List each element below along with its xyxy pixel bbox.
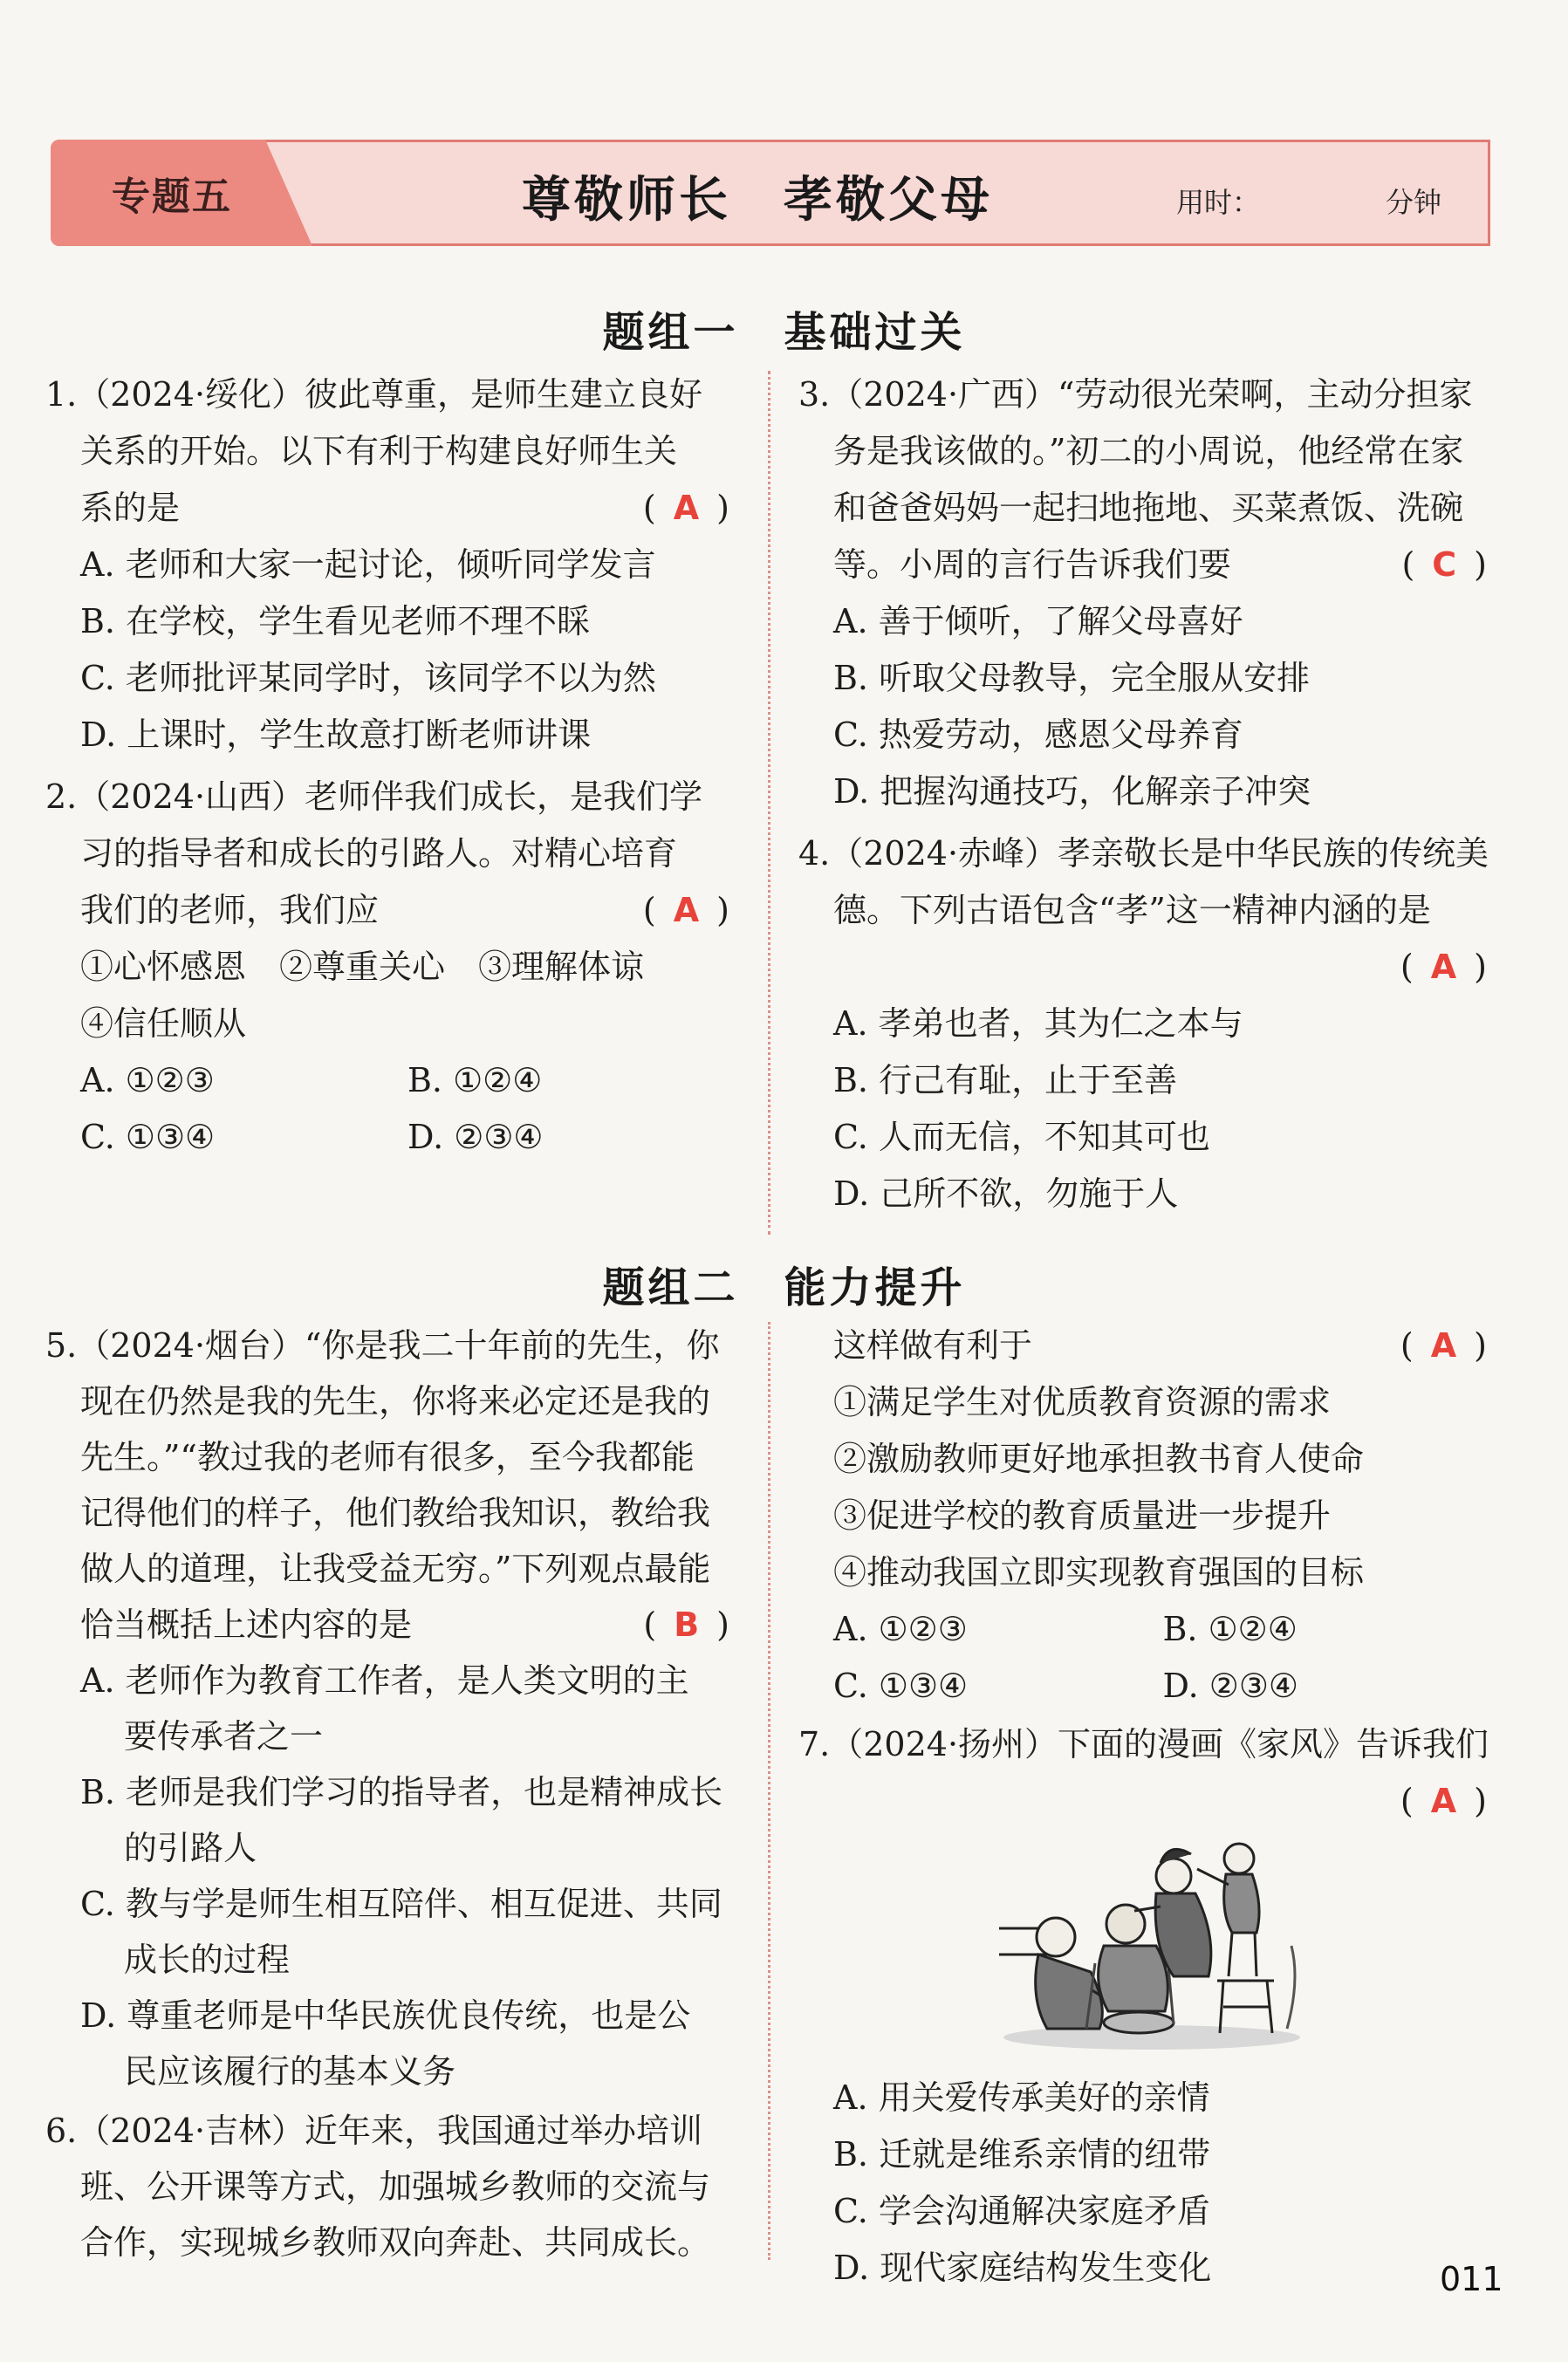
column-divider bbox=[768, 371, 770, 1235]
q2-line-3: 我们的老师，我们应 ( A ) bbox=[45, 882, 735, 939]
q2-line-1: 2.（2024·山西）老师伴我们成长，是我们学 bbox=[45, 777, 703, 816]
q4-line-1: 4.（2024·赤峰）孝亲敬长是中华民族的传统美 bbox=[798, 834, 1489, 873]
q3-answer: ( C ) bbox=[1401, 545, 1492, 584]
q6-options-row-2 bbox=[798, 1658, 1492, 1715]
q4-answer: ( A ) bbox=[1400, 948, 1492, 986]
q3-option-b: B. 听取父母教导，完全服从安排 bbox=[833, 659, 1311, 697]
question-1 bbox=[45, 366, 735, 763]
q5-line-6: 恰当概括上述内容的是 ( B ) bbox=[45, 1597, 735, 1653]
time-label: 用时： bbox=[1176, 186, 1261, 219]
q6-item-1: ①满足学生对优质教育资源的需求 bbox=[833, 1383, 1332, 1421]
q4-line-2: 德。下列古语包含“孝”这一精神内涵的是 bbox=[833, 891, 1431, 929]
q2-answer: ( A ) bbox=[642, 891, 735, 929]
topic-title: 尊敬师长 孝敬父母 bbox=[522, 172, 993, 229]
q2-item-line-2: ④信任顺从 bbox=[80, 1004, 247, 1043]
q1-line-3: 系的是 ( A ) bbox=[45, 480, 735, 537]
q5-line-4: 记得他们的样子，他们教给我知识，教给我 bbox=[80, 1494, 711, 1532]
section-title-advanced: 题组二 能力提升 bbox=[602, 1263, 966, 1312]
q6-item-3: ③促进学校的教育质量进一步提升 bbox=[833, 1496, 1332, 1535]
page-number: 011 bbox=[1440, 2260, 1503, 2298]
q2-options-row-1 bbox=[45, 1052, 735, 1109]
q2-options-row-2 bbox=[45, 1109, 735, 1166]
q7-answer: ( A ) bbox=[1400, 1782, 1492, 1820]
q5-line-2: 现在仍然是我的先生，你将来必定还是我的 bbox=[80, 1382, 711, 1421]
q5-line-1: 5.（2024·烟台）“你是我二十年前的先生，你 bbox=[45, 1326, 720, 1365]
q5-option-d-2: 民应该履行的基本义务 bbox=[124, 2052, 456, 2091]
q5-option-b-1: B. 老师是我们学习的指导者，也是精神成长 bbox=[80, 1773, 723, 1811]
section-title-basic: 题组一 基础过关 bbox=[602, 308, 966, 357]
left-column-section1 bbox=[45, 366, 735, 1166]
q6-item-2: ②激励教师更好地承担教书育人使命 bbox=[833, 1440, 1365, 1478]
q2-line-2: 习的指导者和成长的引路人。对精心培育 bbox=[80, 834, 678, 873]
question-6-part-1 bbox=[45, 2103, 735, 2270]
question-5 bbox=[45, 1318, 735, 2099]
q6-answer: ( A ) bbox=[1400, 1326, 1492, 1365]
q2-option-d: D. ②③④ bbox=[407, 1118, 544, 1156]
q2-option-b: B. ①②④ bbox=[407, 1061, 543, 1099]
q6-line-2: 班、公开课等方式，加强城乡教师的交流与 bbox=[80, 2167, 711, 2206]
q6-option-d: D. ②③④ bbox=[1162, 1667, 1298, 1705]
q5-line-3: 先生。”“教过我的老师有很多，至今我都能 bbox=[80, 1438, 695, 1476]
q6-line-3: 合作，实现城乡教师双向奔赴、共同成长。 bbox=[80, 2223, 711, 2262]
q7-option-c: C. 学会沟通解决家庭矛盾 bbox=[833, 2192, 1210, 2230]
q6-option-b: B. ①②④ bbox=[1162, 1610, 1298, 1648]
q2-item-line-1: ①心怀感恩 ②尊重关心 ③理解体谅 bbox=[80, 948, 645, 986]
q4-option-a: A. 孝弟也者，其为仁之本与 bbox=[833, 1004, 1243, 1043]
q3-line-3: 和爸爸妈妈一起扫地拖地、买菜煮饭、洗碗 bbox=[833, 489, 1464, 527]
q4-option-d: D. 己所不欲，勿施于人 bbox=[833, 1174, 1179, 1213]
q6-line-4: 这样做有利于 ( A ) bbox=[798, 1318, 1492, 1374]
q5-option-b-2: 的引路人 bbox=[124, 1829, 257, 1867]
q7-option-d: D. 现代家庭结构发生变化 bbox=[833, 2249, 1212, 2287]
topic-tag: 专题五 bbox=[112, 175, 232, 219]
q6-option-a: A. ①②③ bbox=[833, 1610, 968, 1648]
q3-option-c: C. 热爱劳动，感恩父母养育 bbox=[833, 715, 1243, 754]
q7-line-1: 7.（2024·扬州）下面的漫画《家风》告诉我们 bbox=[798, 1725, 1489, 1763]
question-6-part-2 bbox=[798, 1318, 1492, 1715]
q4-answer-line bbox=[798, 939, 1492, 996]
q7-option-a: A. 用关爱传承美好的亲情 bbox=[833, 2078, 1210, 2117]
q4-option-b: B. 行己有耻，止于至善 bbox=[833, 1061, 1178, 1099]
right-column-section1 bbox=[798, 366, 1492, 1222]
q1-option-d: D. 上课时，学生故意打断老师讲课 bbox=[80, 715, 592, 754]
question-4 bbox=[798, 825, 1492, 1222]
q1-line-1: 1.（2024·绥化）彼此尊重，是师生建立良好 bbox=[45, 375, 703, 414]
q5-line-5: 做人的道理，让我受益无穷。”下列观点最能 bbox=[80, 1550, 711, 1588]
topic-banner bbox=[51, 140, 1490, 246]
q5-option-c-2: 成长的过程 bbox=[124, 1941, 291, 1979]
right-column-section2 bbox=[798, 1318, 1492, 2297]
q3-option-d: D. 把握沟通技巧，化解亲子冲突 bbox=[833, 772, 1311, 811]
q6-line-1: 6.（2024·吉林）近年来，我国通过举办培训 bbox=[45, 2112, 703, 2150]
q6-option-c: C. ①③④ bbox=[833, 1667, 969, 1705]
question-2 bbox=[45, 769, 735, 1166]
q1-option-a: A. 老师和大家一起讨论，倾听同学发言 bbox=[80, 545, 656, 584]
q1-option-c: C. 老师批评某同学时，该同学不以为然 bbox=[80, 659, 656, 697]
q3-option-a: A. 善于倾听，了解父母喜好 bbox=[833, 602, 1243, 640]
q2-option-c: C. ①③④ bbox=[80, 1118, 216, 1156]
q1-line-2: 关系的开始。以下有利于构建良好师生关 bbox=[80, 432, 678, 470]
q5-option-d-1: D. 尊重老师是中华民族优良传统，也是公 bbox=[80, 1996, 691, 2035]
time-unit: 分钟 bbox=[1386, 186, 1442, 219]
family-comic-illustration bbox=[995, 1824, 1309, 2055]
q4-option-c: C. 人而无信，不知其可也 bbox=[833, 1118, 1210, 1156]
q5-answer: ( B ) bbox=[643, 1605, 735, 1644]
q1-answer: ( A ) bbox=[642, 489, 735, 527]
q3-line-2: 务是我该做的。”初二的小周说，他经常在家 bbox=[833, 432, 1464, 470]
q5-option-a-2: 要传承者之一 bbox=[124, 1717, 324, 1756]
q3-line-1: 3.（2024·广西）“劳动很光荣啊，主动分担家 bbox=[798, 375, 1473, 414]
q7-answer-line bbox=[798, 1773, 1492, 1830]
column-divider-2 bbox=[768, 1322, 770, 2260]
left-column-section2 bbox=[45, 1318, 735, 2270]
q5-option-a-1: A. 老师作为教育工作者，是人类文明的主 bbox=[80, 1661, 689, 1700]
q7-option-b: B. 迁就是维系亲情的纽带 bbox=[833, 2135, 1211, 2174]
q6-item-4: ④推动我国立即实现教育强国的目标 bbox=[833, 1553, 1365, 1592]
q3-line-4: 等。小周的言行告诉我们要 ( C ) bbox=[798, 537, 1492, 593]
q1-option-b: B. 在学校，学生看见老师不理不睬 bbox=[80, 602, 591, 640]
q6-options-row-1 bbox=[798, 1601, 1492, 1658]
q5-option-c-1: C. 教与学是师生相互陪伴、相互促进、共同 bbox=[80, 1885, 722, 1923]
q2-option-a: A. ①②③ bbox=[80, 1061, 215, 1099]
question-3 bbox=[798, 366, 1492, 820]
